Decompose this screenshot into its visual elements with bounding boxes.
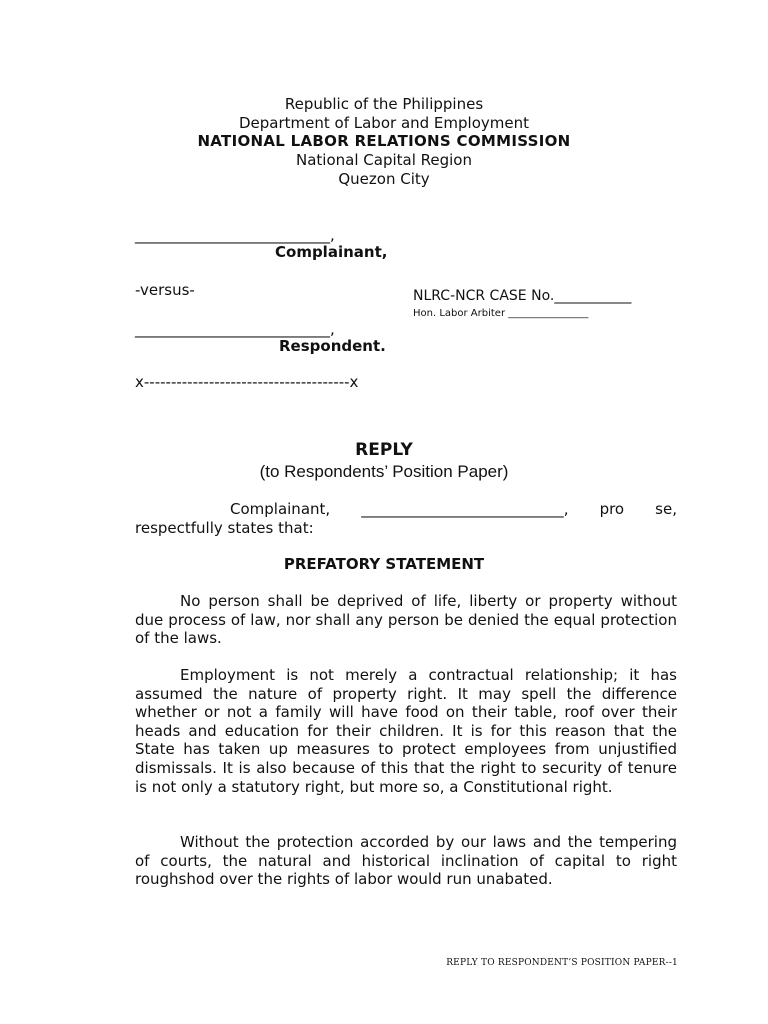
- header-commission: NATIONAL LABOR RELATIONS COMMISSION: [197, 132, 571, 150]
- header-region: National Capital Region: [296, 151, 472, 169]
- page-footer: REPLY TO RESPONDENT’S POSITION PAPER--1: [446, 958, 678, 968]
- header-department: Department of Labor and Employment: [239, 114, 529, 132]
- paragraph-3: Without the protection accorded by our laws and the tempering of courts, the natural and historical inclination of capital to right roughshod over the rights of labor would run unabated.: [135, 833, 677, 889]
- case-number: NLRC-NCR CASE No.___________: [413, 288, 632, 304]
- paragraph-1: No person shall be deprived of life, liberty or property without due process of law, nor shall any person be denied the equal protection of the laws.: [135, 592, 677, 648]
- labor-arbiter: Hon. Labor Arbiter ________________: [413, 308, 589, 319]
- header-city: Quezon City: [338, 170, 430, 188]
- paragraph-2: Employment is not merely a contractual relationship; it has assumed the nature of property right. It may spell the difference whether or not a family will have food on their table, roof over their heads and education for their children. It is for this reason that the State has taken up measures to protect employees from unjustified dismissals. It is also because of this that the right to security of tenure is not only a statutory right, but more so, a Constitutional right.: [135, 666, 677, 796]
- complainant-blank: __________________________,: [135, 226, 335, 244]
- caption-separator: x--------------------------------------x: [135, 373, 359, 391]
- respondent-label: Respondent.: [279, 337, 386, 355]
- document-subtitle: (to Respondents’ Position Paper): [259, 462, 509, 481]
- complainant-label: Complainant,: [275, 243, 388, 261]
- section-heading: PREFATORY STATEMENT: [283, 555, 485, 573]
- intro-paragraph: Complainant, ___________________________, pro se, respectfully states that:: [135, 500, 677, 537]
- document-title: REPLY: [355, 440, 413, 460]
- respondent-blank: __________________________,: [135, 320, 335, 338]
- versus-label: -versus-: [135, 281, 195, 299]
- header-republic: Republic of the Philippines: [284, 95, 484, 113]
